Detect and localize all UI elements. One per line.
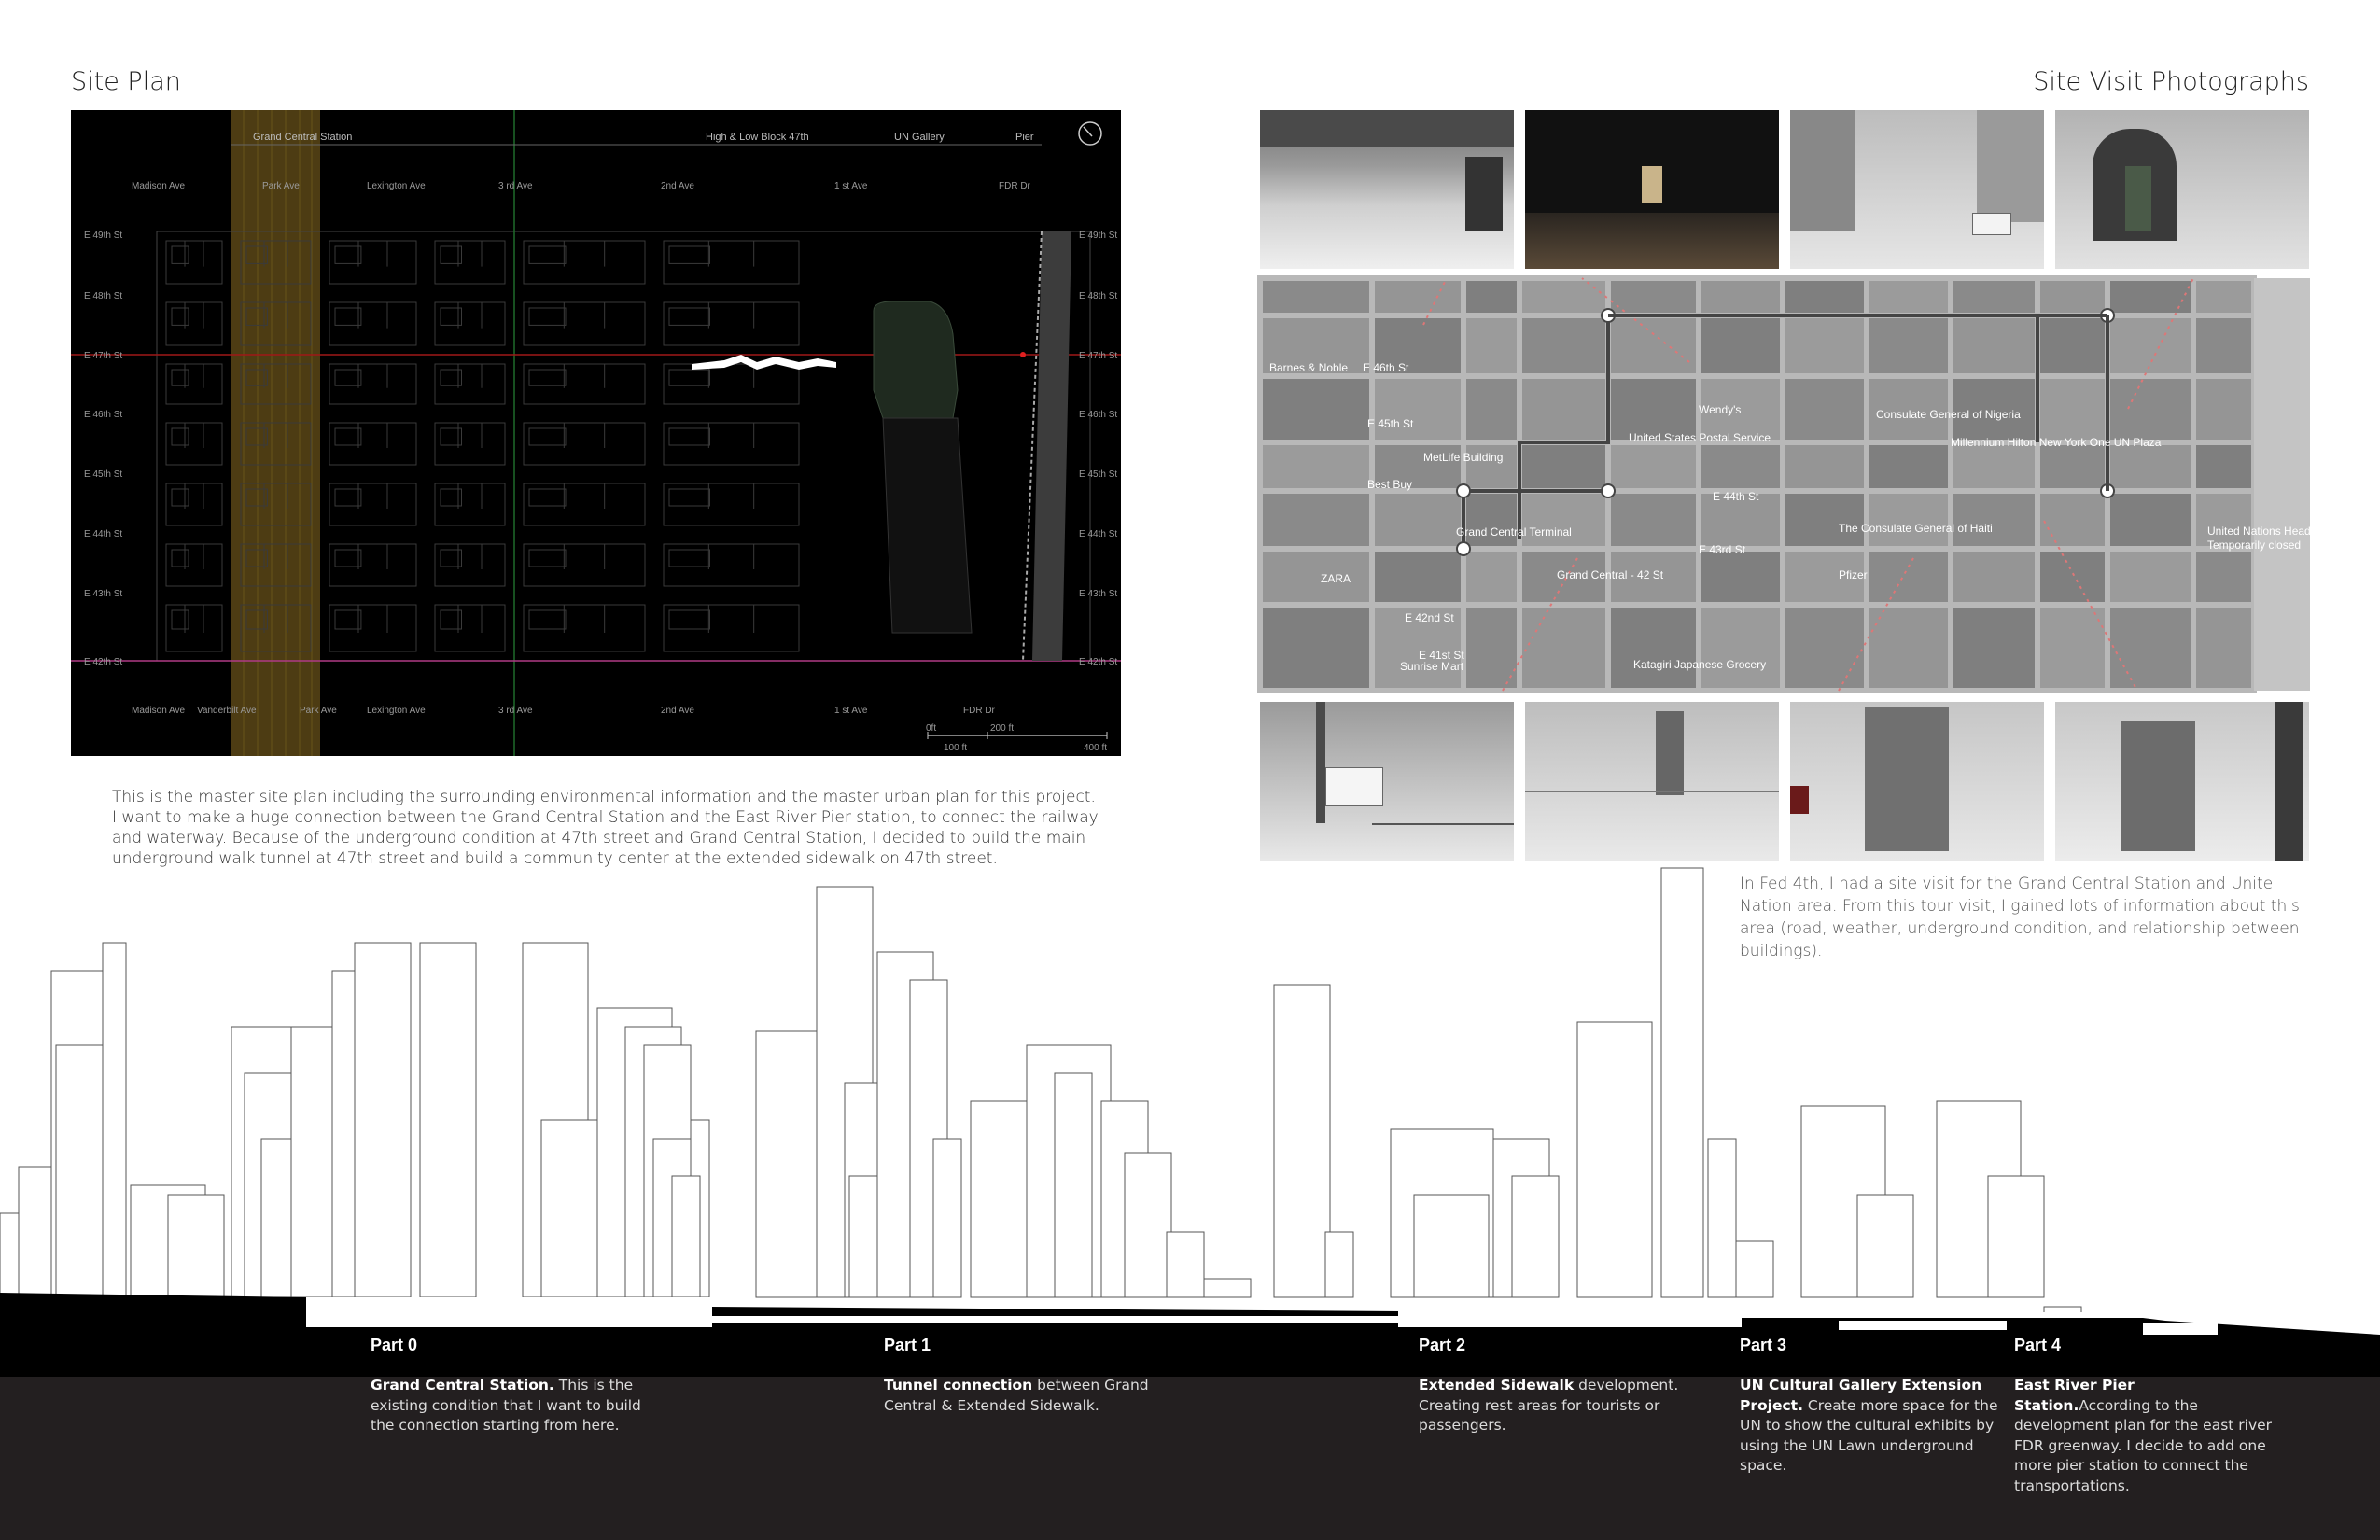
avenue-label-bottom: 1 st Ave [834, 706, 868, 716]
map-label: E 41st St [1419, 649, 1464, 662]
photo-overpass-snow [1260, 110, 1514, 269]
street-label-left: E 44th St [84, 529, 123, 539]
avenue-label-top: FDR Dr [999, 181, 1030, 191]
avenue-label-bottom: 2nd Ave [661, 706, 694, 716]
part-0-description: Grand Central Station. This is the existing condition that I want to build the connection starting from here. [371, 1377, 641, 1434]
building-outline [1204, 1279, 1251, 1297]
photo-snowy-sidewalk [1525, 702, 1779, 861]
site-plan-drawing [71, 110, 1121, 756]
building-outline [1274, 985, 1330, 1297]
avenue-label-top: Madison Ave [132, 181, 186, 191]
street-label-right: E 46th St [1079, 410, 1118, 420]
building-outline [420, 943, 476, 1297]
street-label-right: E 48th St [1079, 291, 1118, 301]
photo-snowy-park [1260, 702, 1514, 861]
avenue-label-top: 2nd Ave [661, 181, 694, 191]
map-label: MetLife Building [1423, 451, 1504, 464]
street-label-left: E 49th St [84, 231, 123, 241]
map-label: Best Buy [1367, 478, 1413, 491]
street-label-left: E 46th St [84, 410, 123, 420]
label-pier: Pier [1015, 132, 1034, 143]
building-outline [1125, 1153, 1171, 1297]
map-label: Millennium Hilton New York One UN Plaza [1951, 436, 2162, 449]
avenue-label-top: 3 rd Ave [498, 181, 533, 191]
site-visit-map [1260, 278, 2352, 691]
avenue-label-top: Park Ave [262, 181, 300, 191]
avenue-label-top: Lexington Ave [367, 181, 426, 191]
label-un-gallery: UN Gallery [894, 132, 945, 143]
map-label: E 46th St [1363, 361, 1409, 374]
part-3-label: Part 3 [1740, 1336, 1787, 1354]
building-outline [933, 1139, 961, 1297]
street-label-right: E 43th St [1079, 589, 1118, 599]
map-label: Consulate General of Nigeria [1876, 408, 2021, 421]
building-outline [1414, 1195, 1489, 1297]
photo-un-plaza [2055, 702, 2309, 861]
avenue-label-bottom: Vanderbilt Ave [197, 706, 257, 716]
photo-subway-entrance [2055, 110, 2309, 269]
map-label: Barnes & Noble [1269, 361, 1349, 374]
street-label-right: E 44th St [1079, 529, 1118, 539]
svg-text:200 ft: 200 ft [990, 723, 1015, 734]
site-plan-title: Site Plan [71, 67, 181, 96]
street-label-left: E 43th St [84, 589, 123, 599]
avenue-label-bottom: Lexington Ave [367, 706, 426, 716]
building-outline [355, 943, 411, 1297]
site-visit-photographs-title: Site Visit Photographs [2033, 67, 2309, 96]
map-label: Sunrise Mart [1400, 660, 1464, 673]
photo-snowy-street [1790, 110, 2044, 269]
map-label: United States Postal Service [1629, 431, 1771, 444]
site-visit-description: In Fed 4th, I had a site visit for the Grand Central Station and Unite Nation area. From this tour visit, I gained lots of information about this area (road, weather, underground condition, and relationship between buildings). [1740, 875, 2300, 960]
street-label-left: E 48th St [84, 291, 123, 301]
building-outline [1736, 1241, 1773, 1297]
building-outline [103, 943, 126, 1297]
site-plan-description: This is the master site plan including the surrounding environmental information and the master urban plan for this project. I want to make a huge connection between the Grand Central Station and the East River Pier station, to connect the railway and waterway. Because of the underground condition at 47th street and Grand Central Station, I decided to build the main underground walk tunnel at 47th street and build a community center at the extended sidewalk on 47th street. [112, 788, 1099, 868]
street-label-right: E 45th St [1079, 469, 1118, 480]
svg-text:0ft: 0ft [926, 723, 937, 734]
avenue-label-top: 1 st Ave [834, 181, 868, 191]
part-3-description: UN Cultural Gallery Extension Project. Create more space for the UN to show the cultural exhibits by using the UN Lawn underground space. [1740, 1377, 1998, 1474]
avenue-label-bottom: FDR Dr [963, 706, 995, 716]
map-label: Grand Central - 42 St [1557, 568, 1664, 581]
label-high-low-block: High & Low Block 47th [706, 132, 809, 143]
building-outline [1661, 868, 1703, 1297]
building-outline [672, 1176, 700, 1297]
map-label: Pfizer [1839, 568, 1868, 581]
building-outline [1055, 1073, 1092, 1297]
building-outline [1988, 1176, 2044, 1297]
building-outline [1708, 1139, 1736, 1297]
street-label-right: E 42th St [1079, 657, 1118, 667]
svg-text:400 ft: 400 ft [1084, 743, 1108, 753]
scale-bar [926, 723, 1107, 753]
building-outline [1167, 1232, 1204, 1297]
map-label: E 44th St [1713, 490, 1759, 503]
map-label: Katagiri Japanese Grocery [1633, 658, 1767, 671]
avenue-label-bottom: Park Ave [300, 706, 337, 716]
map-label: Wendy's [1699, 403, 1742, 416]
photo-un-building [1790, 702, 2044, 861]
part-2-description: Extended Sidewalk development. Creating rest areas for tourists or passengers. [1419, 1377, 1679, 1434]
svg-text:100 ft: 100 ft [944, 743, 968, 753]
part-1-label: Part 1 [884, 1336, 931, 1354]
map-label: Temporarily closed [2207, 539, 2302, 552]
part-4-description: East River Pier Station.According to the development plan for the east river FDR greenway. I decide to add one more pier station to connect the transportations. [2014, 1377, 2273, 1494]
part-4-label: Part 4 [2014, 1336, 2062, 1354]
building-outline [1577, 1022, 1652, 1297]
avenue-label-bottom: Madison Ave [132, 706, 186, 716]
map-label: E 42nd St [1405, 611, 1454, 624]
part-0-label: Part 0 [371, 1336, 418, 1354]
map-label: United Nations Headquarters [2207, 525, 2352, 538]
label-grand-central-station: Grand Central Station [253, 132, 353, 143]
building-outline [1325, 1232, 1353, 1297]
map-label: E 43rd St [1699, 543, 1746, 556]
map-label: E 45th St [1367, 417, 1414, 430]
street-label-left: E 42th St [84, 657, 123, 667]
street-label-left: E 45th St [84, 469, 123, 480]
part-2-label: Part 2 [1419, 1336, 1466, 1354]
map-label: ZARA [1321, 572, 1351, 585]
street-label-right: E 49th St [1079, 231, 1118, 241]
building-outline [168, 1195, 224, 1297]
map-label: The Consulate General of Haiti [1839, 522, 1993, 535]
street-label-left: E 47th St [84, 351, 123, 361]
street-label-right: E 47th St [1079, 351, 1118, 361]
skyline-section [0, 859, 2380, 1381]
photo-underground-corridor [1525, 110, 1779, 269]
avenue-label-bottom: 3 rd Ave [498, 706, 533, 716]
part-1-description: Tunnel connection between Grand Central & Extended Sidewalk. [884, 1377, 1149, 1414]
building-outline [19, 1167, 56, 1297]
building-outline [1512, 1176, 1559, 1297]
map-label: Grand Central Terminal [1456, 525, 1572, 539]
building-outline [1857, 1195, 1913, 1297]
park-ave-band [231, 110, 320, 756]
